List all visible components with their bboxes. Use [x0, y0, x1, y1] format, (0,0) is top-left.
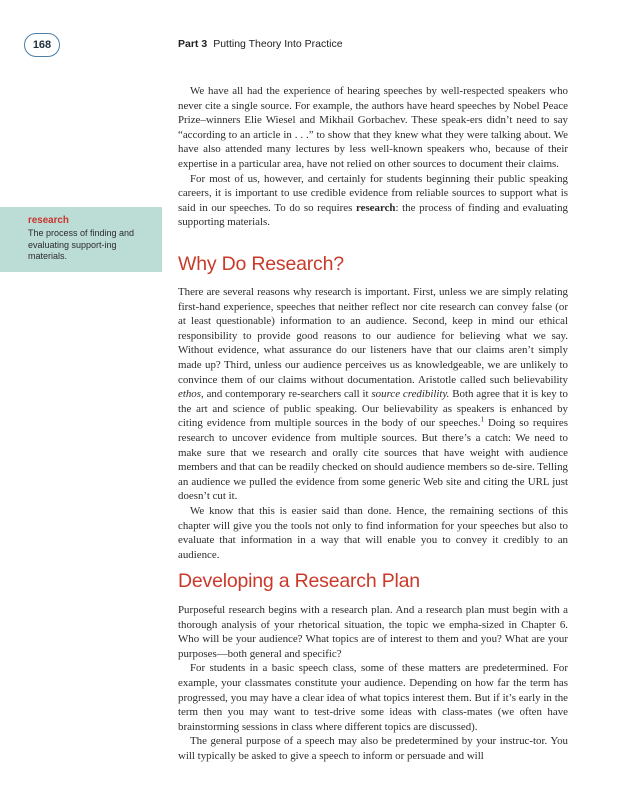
section-research-plan-body: [178, 603, 568, 764]
part-label: Part 3: [178, 38, 208, 50]
intro-text: [178, 84, 568, 230]
intro-p2-text-b: : the process of finding and evaluating supporting materials.: [178, 201, 568, 229]
why-research-paragraph-2: We know that this is easier said than done. Hence, the remaining sections of this chapter will give you the tools not only to find information for your speeches but also to evaluate that information in a way that will enable you to convey it credibly to an audience.: [178, 504, 568, 561]
section-heading-why-research: Why Do Research?: [178, 253, 344, 275]
glossary-definition: The process of finding and evaluating support-ing materials.: [28, 228, 135, 261]
p1-text-b: and contemporary re-searchers call it: [203, 388, 372, 401]
intro-paragraph-1: We have all had the experience of hearing speeches by well-respected speakers who never cite a single source. For example, the authors have heard speeches by Nobel Peace Prize–winners Elie Wiesel and Mikhail Gorbachev. These speak-ers didn’t need to say “according to an article in . . .” to show that they knew what they were talking about. We have also attended many lectures by less well-known speakers who, because of their expertise in a particular area, have not relied on other sources to document their claims.: [178, 85, 568, 170]
intro-p2-text-a: For most of us, however, and certainly for students beginning their public speaking careers, it is important to use credible evidence from reliable sources to support what is said in our speeches. To do so requires: [178, 172, 568, 214]
research-plan-paragraph-3: The general purpose of a speech may also be predetermined by your instruc-tor. You will typically be asked to give a speech to inform or persuade and will: [178, 735, 568, 762]
research-plan-paragraph-1: Purposeful research begins with a research plan. And a research plan must begin with a thorough analysis of your rhetorical situation, the topic we empha-sized in Chapter 6. Who will be your audience? What topics are of interest to them and you? What are your purposes—both general and specific?: [178, 604, 568, 660]
p1-text-c: Both agree that it is key to the art and science of public speaking. Our believability as speakers is enhanced by citing evidence from multiple sources in the body of our speeches.: [178, 388, 568, 430]
why-research-paragraph-1: [178, 285, 568, 504]
section-heading-research-plan: Developing a Research Plan: [178, 570, 420, 592]
ethos-term: ethos,: [178, 388, 204, 401]
glossary-term: research: [28, 215, 69, 226]
glossary-box: [0, 207, 162, 272]
p1-text-a: There are several reasons why research is important. First, unless we are simply relating first-hand experience, speeches that neither reflect nor cite research can convey false (or at least questionable) information to an audience. Second, keep in mind our ethical responsibility to provide good reasons to our audience for believing what we say. Without evidence, what assurance do our listeners have that our claims aren’t simply made up? Third, unless our audience perceives us as knowledgeable, we are unlikely to convince them of our claims without documentation. Aristotle called such believability: [178, 286, 568, 386]
research-keyword: research: [355, 201, 396, 214]
research-plan-paragraph-2: For students in a basic speech class, some of these matters are predetermined. For example, your classmates constitute your audience. Depending on how far the term has progressed, you may have a clear idea of what topics interest them. But if it’s early in the term then you may want to test-drive some ideas with class-mates (we often have brainstorming sessions in class where different topics are discussed).: [178, 662, 568, 733]
section-why-research-body: [178, 285, 568, 562]
part-title: Putting Theory Into Practice: [213, 38, 343, 50]
p1-text-d: Doing so requires research to uncover evidence from multiple sources. But there’s a catch: We need to make sure that we research and orally cite sources that have weight with audience members and that can be readily checked on should audience members so de-sire. Telling an audience we pulled the evidence from some generic Web site and citing the URL just doesn’t cut it.: [178, 417, 568, 503]
source-credibility-term: source credibility.: [371, 388, 450, 401]
running-head: [178, 38, 343, 50]
footnote-marker: 1: [480, 415, 484, 424]
page-number: 168: [24, 33, 60, 57]
intro-paragraph-2: [178, 172, 568, 230]
